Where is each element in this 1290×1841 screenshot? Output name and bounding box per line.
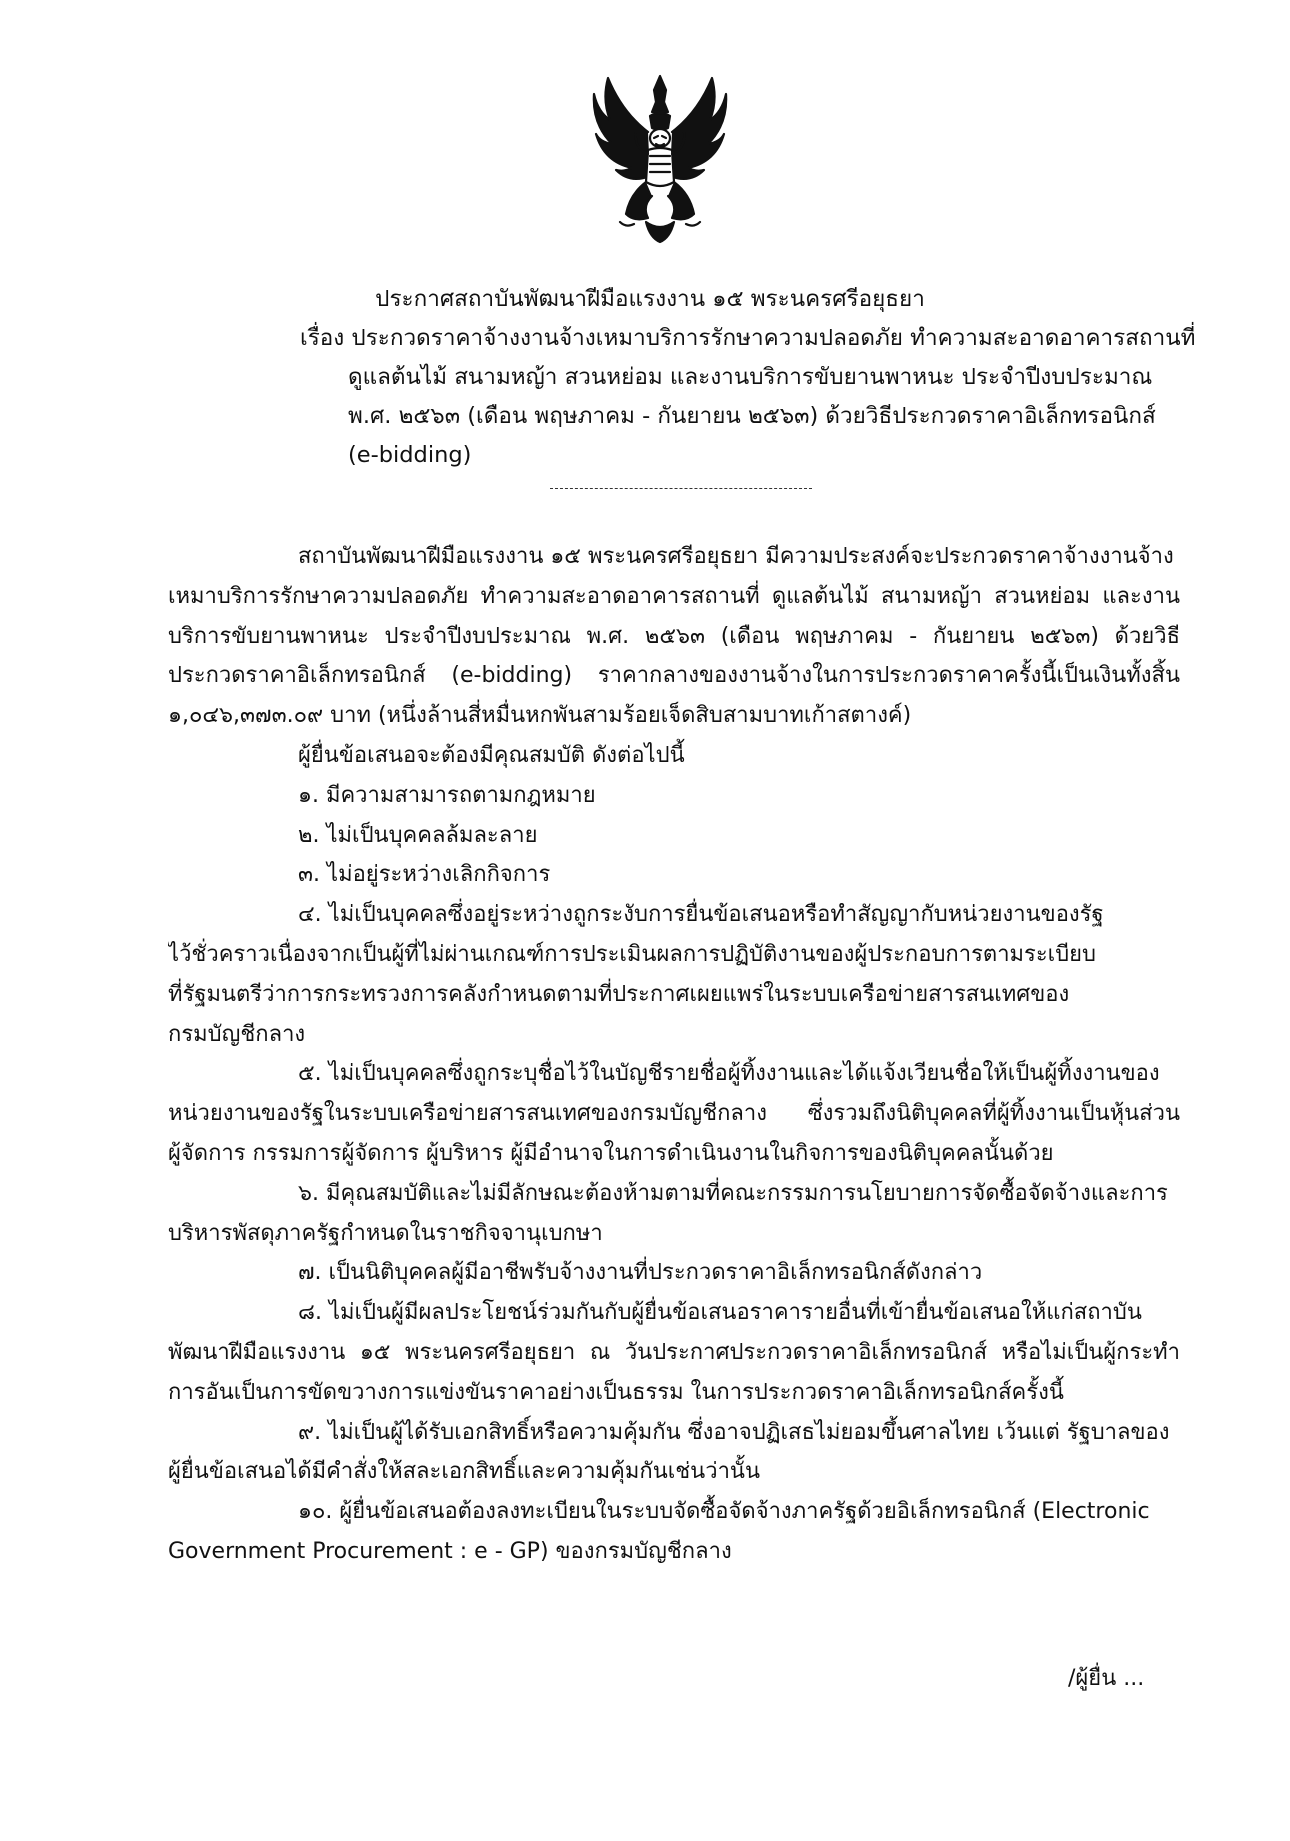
body-line: ประกวดราคาอิเล็กทรอนิกส์ (e-bidding) ราคากลางของงานจ้างในการประกวดราคาครั้งนี้เป็นเงินทั้งสิ้น <box>168 663 1180 689</box>
body-line: บริหารพัสดุภาครัฐกำหนดในราชกิจจานุเบกษา <box>168 1220 603 1246</box>
qualification-item: ๗. เป็นนิติบุคคลผู้มีอาชีพรับจ้างงานที่ประกวดราคาอิเล็กทรอนิกส์ดังกล่าว <box>298 1260 983 1286</box>
qualification-item: ๑๐. ผู้ยื่นข้อเสนอต้องลงทะเบียนในระบบจัดซื้อจัดจ้างภาครัฐด้วยอิเล็กทรอนิกส์ (Electronic <box>298 1499 1150 1525</box>
page-continuation: /ผู้ยื่น ... <box>1068 1666 1145 1691</box>
body-line: ผู้จัดการ กรรมการผู้จัดการ ผู้บริหาร ผู้มีอำนาจในการดำเนินงานในกิจการของนิติบุคคลนั้นด้วย <box>168 1140 1054 1166</box>
announcement-body <box>168 537 1180 1572</box>
body-line: ๑,๐๔๖,๓๗๓.๐๙ บาท (หนึ่งล้านสี่หมื่นหกพันสามร้อยเจ็ดสิบสามบาทเก้าสตางค์) <box>168 703 912 729</box>
title-line-4: พ.ศ. ๒๕๖๓ (เดือน พฤษภาคม - กันยายน ๒๕๖๓) ด้วยวิธีประกวดราคาอิเล็กทรอนิกส์ <box>348 403 1156 429</box>
qualifications-heading: ผู้ยื่นข้อเสนอจะต้องมีคุณสมบัติ ดังต่อไปนี้ <box>298 742 685 768</box>
body-line: ผู้ยื่นข้อเสนอได้มีคำสั่งให้สละเอกสิทธิ์และความคุ้มกันเช่นว่านั้น <box>168 1459 761 1485</box>
body-line: พัฒนาฝีมือแรงงาน ๑๕ พระนครศรีอยุธยา ณ วันประกาศประกวดราคาอิเล็กทรอนิกส์ หรือไม่เป็นผู้กระทำ <box>168 1339 1180 1365</box>
qualification-item: ๑. มีความสามารถตามกฎหมาย <box>298 782 596 808</box>
body-line: การอันเป็นการขัดขวางการแข่งขันราคาอย่างเป็นธรรม ในการประกวดราคาอิเล็กทรอนิกส์ครั้งนี้ <box>168 1379 1064 1405</box>
body-line: Government Procurement : e - GP) ของกรมบัญชีกลาง <box>168 1538 732 1564</box>
title-line-2: เรื่อง ประกวดราคาจ้างงานจ้างเหมาบริการรักษาความปลอดภัย ทำความสะอาดอาคารสถานที่ <box>300 325 1196 351</box>
body-line: ที่รัฐมนตรีว่าการกระทรวงการคลังกำหนดตามที่ประกาศเผยแพร่ในระบบเครือข่ายสารสนเทศของ <box>168 981 1070 1007</box>
qualification-item: ๖. มีคุณสมบัติและไม่มีลักษณะต้องห้ามตามที่คณะกรรมการนโยบายการจัดซื้อจัดจ้างและการ <box>298 1180 1168 1206</box>
body-line: ไว้ชั่วคราวเนื่องจากเป็นผู้ที่ไม่ผ่านเกณฑ์การประเมินผลการปฏิบัติงานของผู้ประกอบการตามระเบียบ <box>168 941 1097 967</box>
dashed-divider <box>550 488 812 489</box>
qualification-item: ๔. ไม่เป็นบุคคลซึ่งอยู่ระหว่างถูกระงับการยื่นข้อเสนอหรือทำสัญญากับหน่วยงานของรัฐ <box>298 902 1104 928</box>
body-line: กรมบัญชีกลาง <box>168 1021 306 1047</box>
title-line-3: ดูแลต้นไม้ สนามหญ้า สวนหย่อม และงานบริการขับยานพาหนะ ประจำปีงบประมาณ <box>348 364 1153 390</box>
qualification-item: ๒. ไม่เป็นบุคคลล้มละลาย <box>298 822 538 848</box>
qualification-item: ๓. ไม่อยู่ระหว่างเลิกกิจการ <box>298 862 551 888</box>
title-line-1: ประกาศสถาบันพัฒนาฝีมือแรงงาน ๑๕ พระนครศรีอยุธยา <box>375 286 925 312</box>
announcement-title <box>300 280 1200 475</box>
garuda-emblem-icon <box>590 72 730 244</box>
qualification-item: ๕. ไม่เป็นบุคคลซึ่งถูกระบุชื่อไว้ในบัญชีรายชื่อผู้ทิ้งงานและได้แจ้งเวียนชื่อให้เป็นผู้ทิ้งงานของ <box>298 1061 1160 1087</box>
qualification-item: ๘. ไม่เป็นผู้มีผลประโยชน์ร่วมกันกับผู้ยื่นข้อเสนอราคารายอื่นที่เข้ายื่นข้อเสนอให้แก่สถาบัน <box>298 1300 1142 1326</box>
title-line-5: (e-bidding) <box>348 442 472 468</box>
body-line: หน่วยงานของรัฐในระบบเครือข่ายสารสนเทศของกรมบัญชีกลาง ซึ่งรวมถึงนิติบุคคลที่ผู้ทิ้งงานเป็นหุ้นส่วน <box>168 1101 1180 1127</box>
body-line: บริการขับยานพาหนะ ประจำปีงบประมาณ พ.ศ. ๒๕๖๓ (เดือน พฤษภาคม - กันยายน ๒๕๖๓) ด้วยวิธี <box>168 623 1180 649</box>
qualification-item: ๙. ไม่เป็นผู้ได้รับเอกสิทธิ์หรือความคุ้มกัน ซึ่งอาจปฏิเสธไม่ยอมขึ้นศาลไทย เว้นแต่ รัฐบาลของ <box>298 1419 1170 1445</box>
body-line: สถาบันพัฒนาฝีมือแรงงาน ๑๕ พระนครศรีอยุธยา มีความประสงค์จะประกวดราคาจ้างงานจ้าง <box>298 544 1174 569</box>
body-line: เหมาบริการรักษาความปลอดภัย ทำความสะอาดอาคารสถานที่ ดูแลต้นไม้ สนามหญ้า สวนหย่อม และงาน <box>168 583 1180 609</box>
